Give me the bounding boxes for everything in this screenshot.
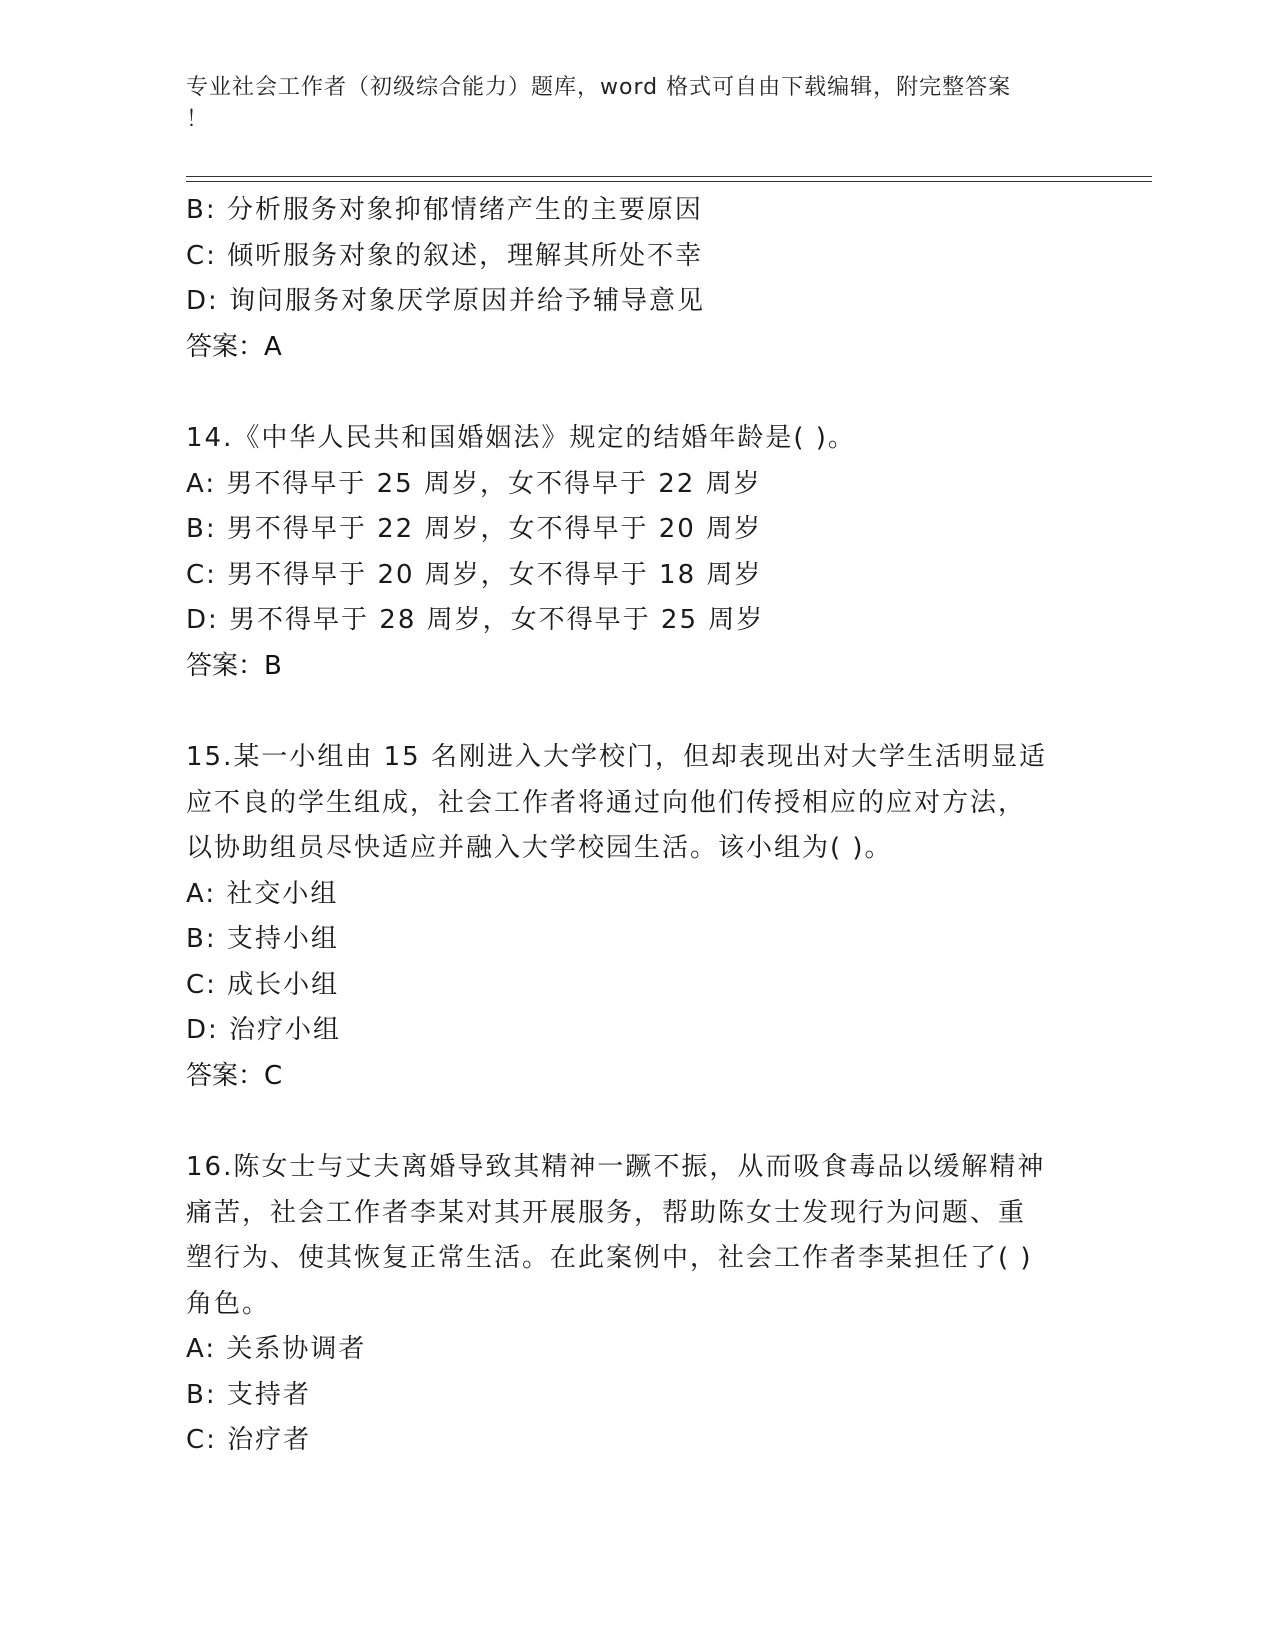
spacer [186, 689, 1086, 735]
option-b: B: 支持者 [186, 1379, 311, 1410]
option-b: B: 支持小组 [186, 924, 339, 954]
question-stem-line: 角色。 [186, 1288, 271, 1319]
question-stem-line: 痛苦，社会工作者李某对其开展服务，帮助陈女士发现行为问题、重 [186, 1197, 1027, 1228]
option-b: B: 分析服务对象抑郁情绪产生的主要原因 [186, 195, 703, 225]
header-line-2: ！ [186, 107, 210, 132]
option-a: A: 关系协调者 [186, 1334, 367, 1364]
question-16 [186, 1145, 1086, 1464]
option-a: A: 社交小组 [186, 878, 339, 909]
answer-label: 答案：C [186, 1060, 283, 1091]
header-divider-top [186, 176, 1152, 177]
question-stem-line: 应不良的学生组成，社会工作者将通过向他们传授相应的应对方法， [186, 787, 1027, 818]
question-14 [186, 416, 1086, 689]
option-a: A: 男不得早于 25 周岁，女不得早于 22 周岁 [186, 468, 762, 499]
question-stem-line: 15.某一小组由 15 名刚进入大学校门，但却表现出对大学生活明显适 [186, 742, 1047, 772]
header-line-1: 专业社会工作者（初级综合能力）题库，word 格式可自由下载编辑，附完整答案 [186, 75, 1012, 100]
question-content [186, 188, 1086, 1464]
question-stem-line: 以协助组员尽快适应并融入大学校园生活。该小组为( )。 [186, 833, 893, 863]
question-stem-line: 16.陈女士与丈夫离婚导致其精神一蹶不振，从而吸食毒品以缓解精神 [186, 1152, 1046, 1182]
option-c: C: 男不得早于 20 周岁，女不得早于 18 周岁 [186, 559, 763, 590]
answer-label: 答案：A [186, 331, 282, 362]
answer-label: 答案：B [186, 650, 282, 681]
option-d: D: 询问服务对象厌学原因并给予辅导意见 [186, 286, 706, 316]
header-divider-bottom [186, 181, 1152, 182]
question-13-tail [186, 188, 1086, 370]
option-c: C: 治疗者 [186, 1425, 312, 1455]
question-stem-line: 塑行为、使其恢复正常生活。在此案例中，社会工作者李某担任了( ) [186, 1243, 1033, 1273]
document-header [186, 72, 1066, 136]
option-d: D: 男不得早于 28 周岁，女不得早于 25 周岁 [186, 605, 765, 635]
spacer [186, 1099, 1086, 1145]
option-b: B: 男不得早于 22 周岁，女不得早于 20 周岁 [186, 514, 763, 544]
option-c: C: 倾听服务对象的叙述，理解其所处不幸 [186, 240, 704, 271]
question-15 [186, 735, 1086, 1099]
option-c: C: 成长小组 [186, 969, 340, 1000]
spacer [186, 370, 1086, 416]
question-stem: 14.《中华人民共和国婚姻法》规定的结婚年龄是( )。 [186, 423, 856, 453]
option-d: D: 治疗小组 [186, 1015, 342, 1045]
